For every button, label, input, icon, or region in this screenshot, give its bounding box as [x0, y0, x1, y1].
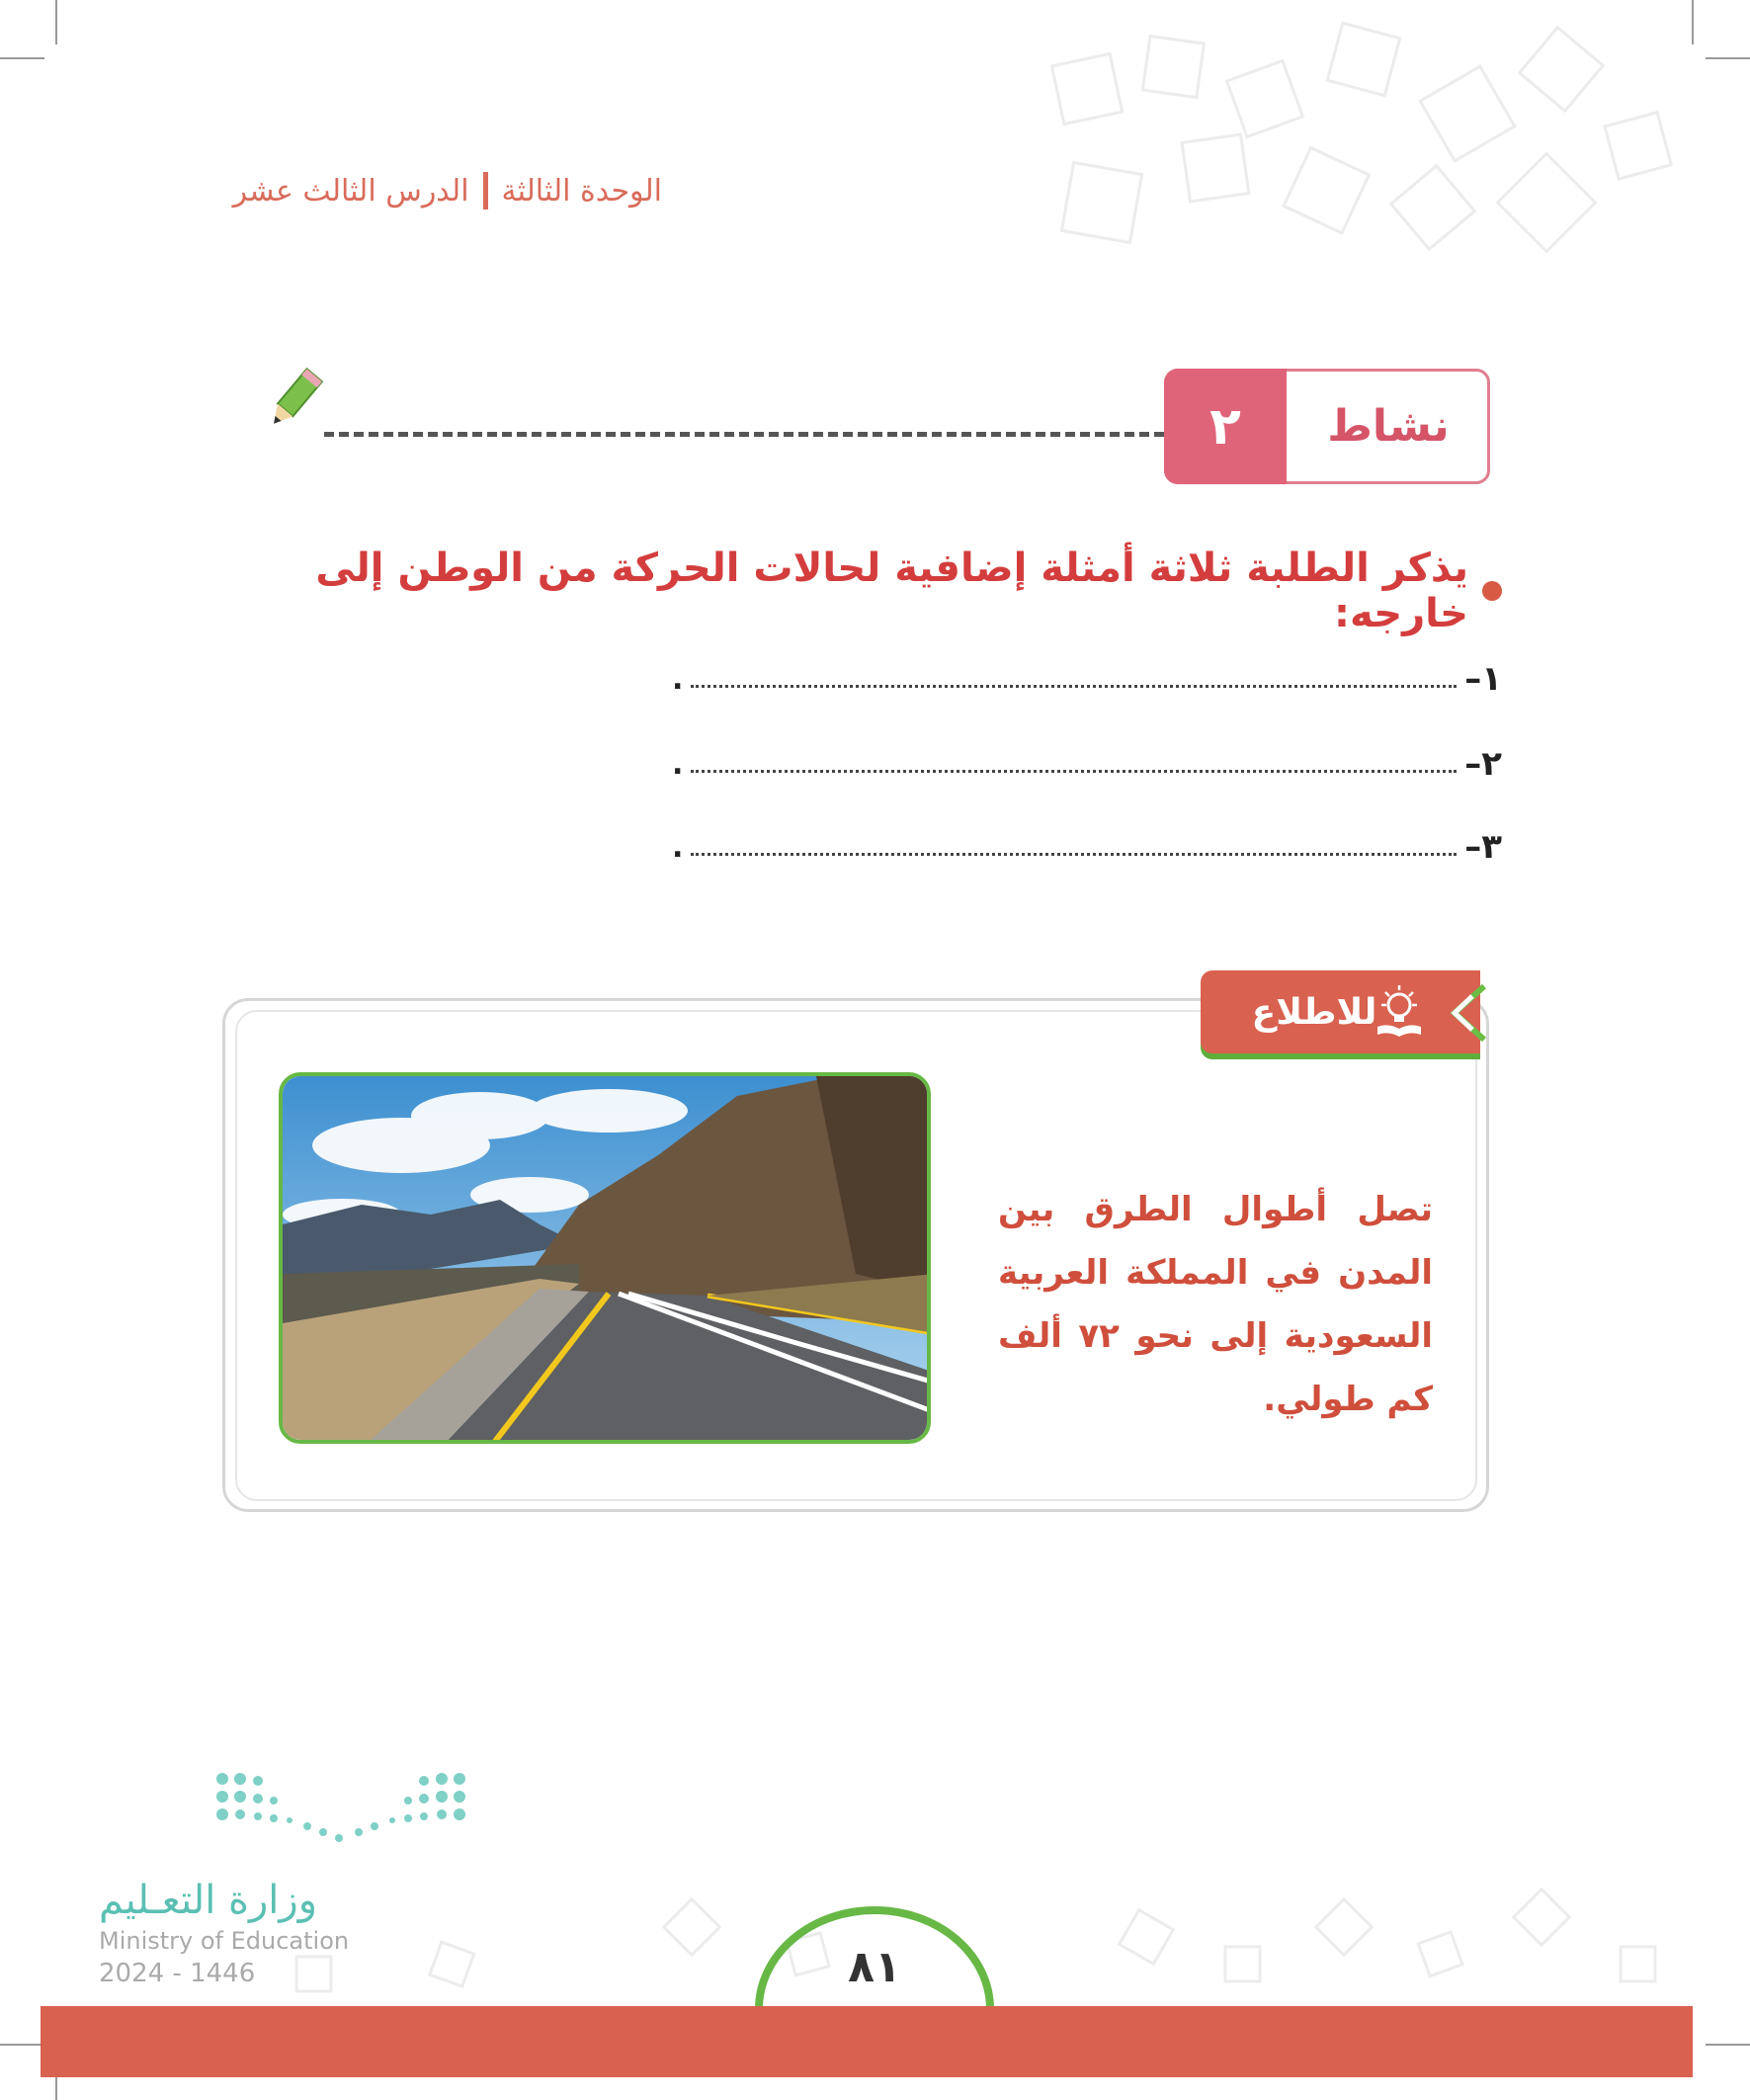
pencil-icon [259, 366, 328, 435]
ministry-logo-dots [212, 1769, 469, 1858]
bullet-icon [1482, 581, 1502, 601]
activity-dashed-line [324, 432, 1164, 437]
decorative-pattern [1038, 20, 1690, 316]
answer-number: ٣– [1464, 827, 1502, 867]
question-text: يذكر الطلبة ثلاثة أمثلة إضافية لحالات الحركة من الوطن إلى خارجه: [315, 546, 1468, 636]
road-photo [279, 1072, 931, 1444]
page-number: ٨١ [848, 1941, 901, 1992]
answer-line[interactable] [672, 654, 1502, 704]
answer-dots [691, 770, 1457, 773]
footer-bar [41, 2006, 1693, 2077]
activity-number: ٢ [1164, 369, 1287, 484]
page-header [148, 166, 662, 215]
answer-end-dot: . [672, 746, 684, 782]
header-separator [483, 172, 488, 210]
activity-label: نشاط [1327, 401, 1450, 452]
crop-mark [1706, 57, 1750, 59]
chevron-left-icon [1445, 982, 1494, 1044]
crop-mark [0, 2044, 44, 2046]
answer-number: ٢– [1464, 744, 1502, 784]
answer-end-dot: . [672, 829, 684, 865]
answer-line[interactable] [672, 822, 1502, 872]
crop-mark [1692, 0, 1694, 44]
edition-year: 2024 - 1446 [99, 1959, 256, 1988]
info-tag-label: للاطلاع [1251, 991, 1377, 1033]
question [296, 546, 1502, 636]
info-text: تصل أطوال الطرق بين المدن في المملكة العربية السعودية إلى نحو ٧٢ ألف كم طولي. [998, 1190, 1434, 1419]
ministry-name-english: Ministry of Education [99, 1927, 350, 1955]
ministry-name-arabic: وزارة التعـليم [99, 1878, 318, 1923]
answer-line[interactable] [672, 739, 1502, 789]
answer-dots [691, 853, 1457, 856]
answer-end-dot: . [672, 661, 684, 697]
crop-mark [0, 57, 44, 59]
answer-number: ١– [1464, 659, 1502, 699]
unit-title: الوحدة الثالثة [501, 173, 662, 209]
answer-dots [691, 685, 1457, 688]
lesson-title: الدرس الثالث عشر [232, 173, 469, 209]
crop-mark [55, 0, 57, 44]
crop-mark [1706, 2044, 1750, 2046]
